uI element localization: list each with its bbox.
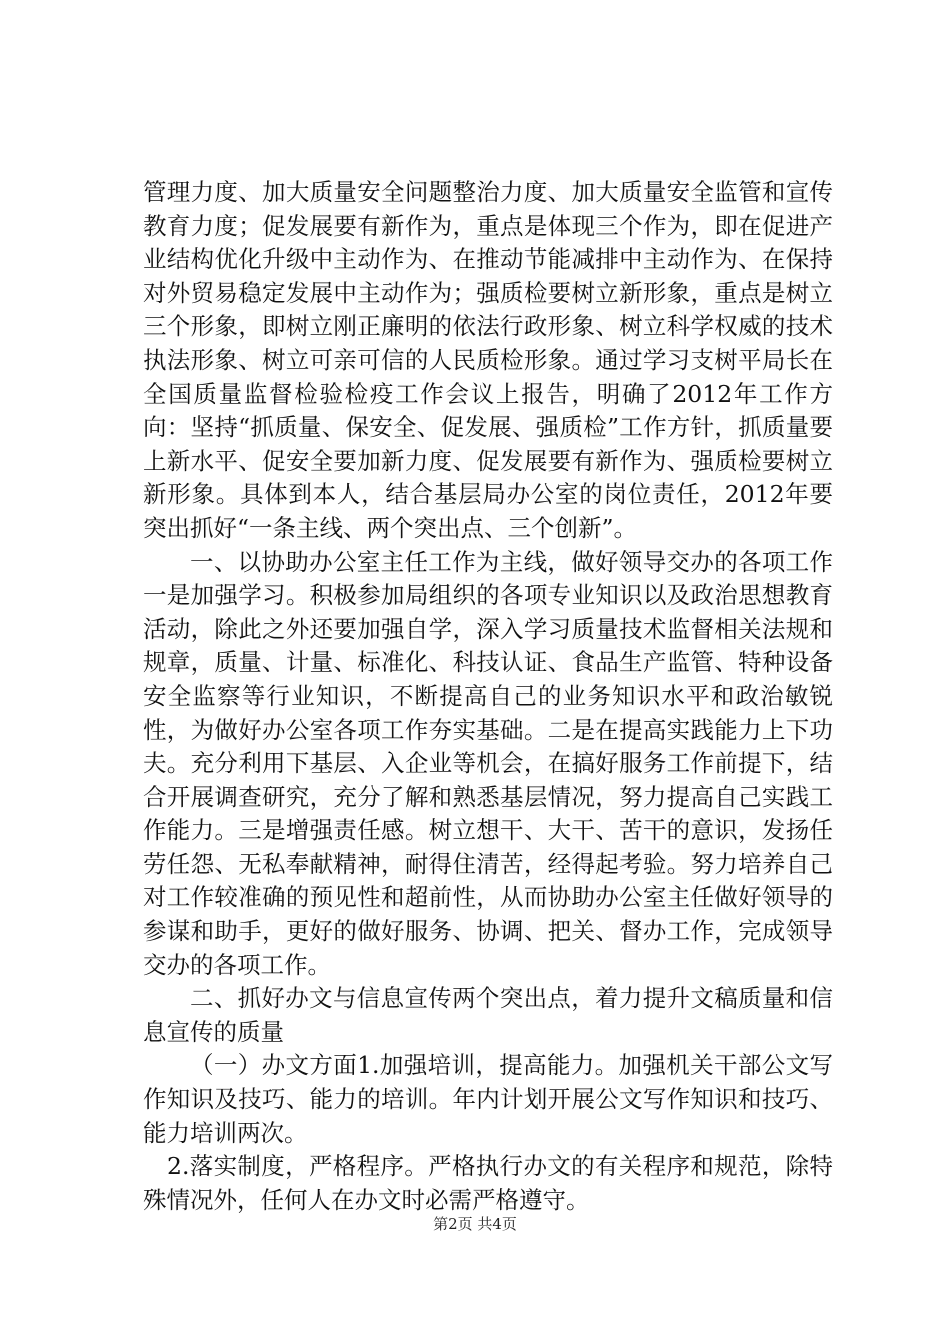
paragraph-2: 一、以协助办公室主任工作为主线，做好领导交办的各项工作一是加强学习。积极参加局组织的各项专业知识以及政治思想教育活动，除此之外还要加强自学，深入学习质量技术监督相关法规和规章，质量、计量、标准化、科技认证、食品生产监管、特种设备安全监察等行业知识，不断提高自己的业务知识水平和政治敏锐性，为做好办公室各项工作夯实基础。二是在提高实践能力上下功夫。充分利用下基层、入企业等机会，在搞好服务工作前提下，结合开展调查研究，充分了解和熟悉基层情况，努力提高自己实践工作能力。三是增强责任感。树立想干、大干、苦干的意识，发扬任劳任怨、无私奉献精神，耐得住清苦，经得起考验。努力培养自己对工作较准确的预见性和超前性，从而协助办公室主任做好领导的参谋和助手，更好的做好服务、协调、把关、督办工作，完成领导交办的各项工作。: [143, 547, 833, 979]
paragraph-1: 管理力度、加大质量安全问题整治力度、加大质量安全监管和宣传教育力度；促发展要有新作为，重点是体现三个作为，即在促进产业结构优化升级中主动作为、在推动节能减排中主动作为、在保持对外贸易稳定发展中主动作为；强质检要树立新形象，重点是树立三个形象，即树立刚正廉明的依法行政形象、树立科学权威的技术执法形象、树立可亲可信的人民质检形象。通过学习支树平局长在全国质量监督检验检疫工作会议上报告，明确了2012年工作方向：坚持“抓质量、保安全、促发展、强质检”工作方针，抓质量要上新水平、促安全要加新力度、促发展要有新作为、强质检要树立新形象。具体到本人，结合基层局办公室的岗位责任，2012年要突出抓好“一条主线、两个突出点、三个创新”。: [143, 178, 833, 542]
paragraph-3: 二、抓好办文与信息宣传两个突出点，着力提升文稿质量和信息宣传的质量: [143, 984, 833, 1046]
page-footer: 第2页 共4页: [433, 1215, 517, 1233]
paragraph-5: 2.落实制度，严格程序。严格执行办文的有关程序和规范，除特殊情况外，任何人在办文时必需严格遵守。: [143, 1152, 833, 1214]
document-body: [143, 176, 833, 1217]
paragraph-4: （一）办文方面1.加强培训，提高能力。加强机关干部公文写作知识及技巧、能力的培训。年内计划开展公文写作知识和技巧、能力培训两次。: [143, 1051, 833, 1147]
